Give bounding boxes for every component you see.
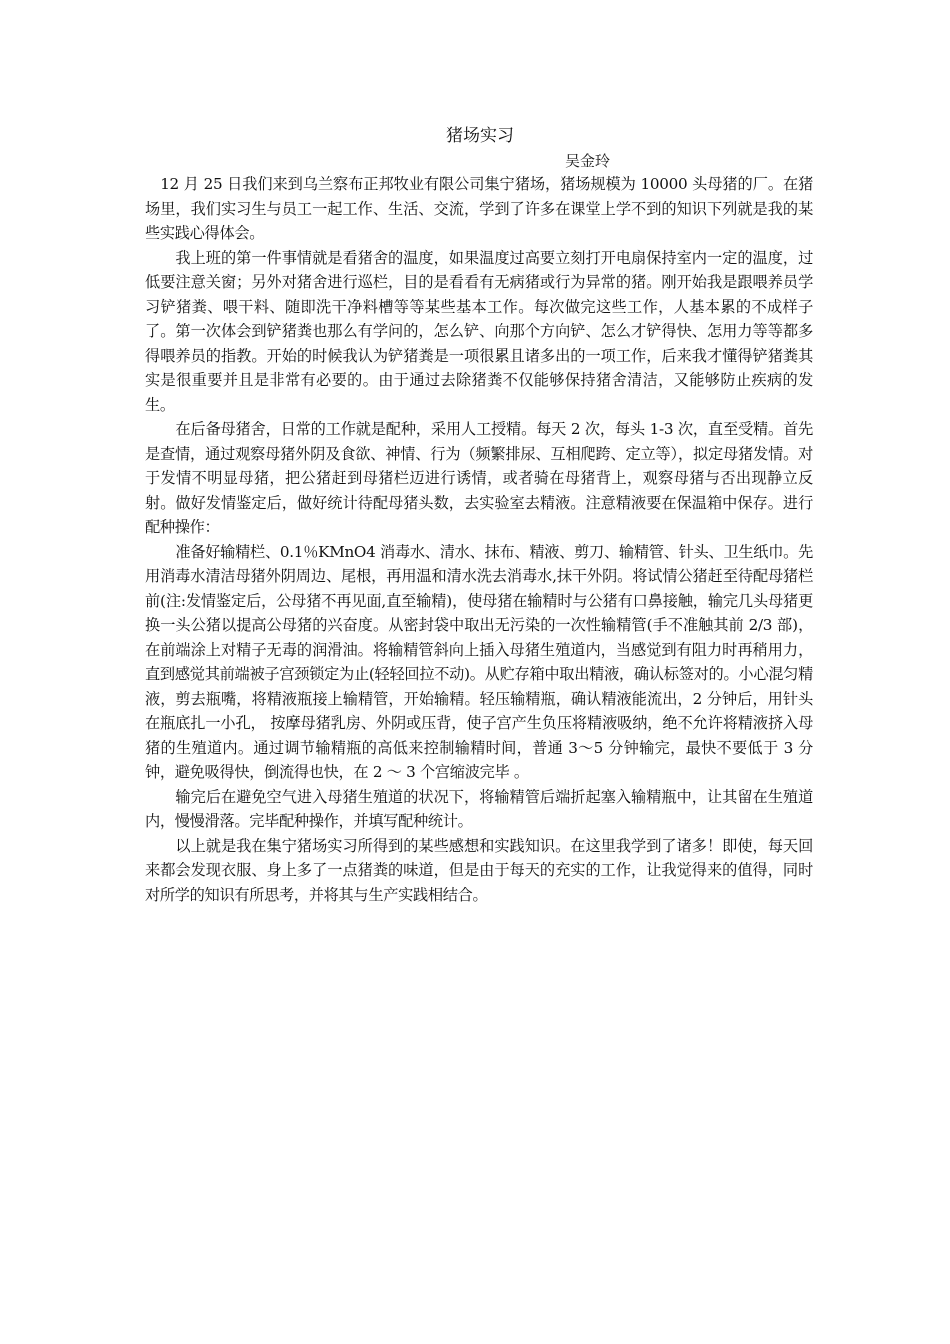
document-body [145, 122, 813, 907]
paragraph-intro: 12 月 25 日我们来到乌兰察布正邦牧业有限公司集宁猪场，猪场规模为 10000 头母猪的厂。在猪场里，我们实习生与员工一起工作、生活、交流，学到了许多在课堂上学不到的知识下列就是我的某些实践心得体会。 [145, 175, 813, 242]
paragraph-insemination-steps: 准备好输精栏、0.1％KMnO4 消毒水、清水、抹布、精液、剪刀、输精管、针头、卫生纸巾。先用消毒水清洁母猪外阴周边、尾根，再用温和清水洗去消毒水,抹干外阴。将试情公猪赶至待配母猪栏前(注:发情鉴定后，公母猪不再见面,直至输精)，使母猪在输精时与公猪有口鼻接触，输完几头母猪更换一头公猪以提高公母猪的兴奋度。从密封袋中取出无污染的一次性输精管(手不准触其前 2/3 部)，在前端涂上对精子无毒的润滑油。将输精管斜向上插入母猪生殖道内，当感觉到有阻力时再稍用力，直到感觉其前端被子宫颈锁定为止(轻轻回拉不动)。从贮存箱中取出精液，确认标签对的。小心混匀精液，剪去瓶嘴，将精液瓶接上输精管，开始输精。轻压输精瓶，确认精液能流出，2 分钟后，用针头在瓶底扎一小孔， 按摩母猪乳房、外阴或压背，使子宫产生负压将精液吸纳，绝不允许将精液挤入母猪的生殖道内。通过调节输精瓶的高低来控制输精时间，普通 3～5 分钟输完，最快不要低于 3 分钟，避免吸得快，倒流得也快，在 2 ～ 3 个宫缩波完毕 。 [145, 542, 813, 781]
paragraph-breeding: 在后备母猪舍，日常的工作就是配种，采用人工授精。每天 2 次，每头 1-3 次，直至受精。首先是查情，通过观察母猪外阴及食欲、神情、行为（频繁排尿、互相爬跨、定立等），拟定母猪发情。对于发情不明显母猪，把公猪赶到母猪栏迈进行诱情，或者骑在母猪背上，观察母猪与否出现静立反射。做好发情鉴定后，做好统计待配母猪头数，去实验室去精液。注意精液要在保温箱中保存。进行配种操作： [145, 420, 813, 536]
paragraph-daily-work: 我上班的第一件事情就是看猪舍的温度，如果温度过高要立刻打开电扇保持室内一定的温度，过低要注意关窗；另外对猪舍进行巡栏，目的是看看有无病猪或行为异常的猪。刚开始我是跟喂养员学习铲猪粪、喂干料、随即洗干净料槽等等某些基本工作。每次做完这些工作，人基本累的不成样子了。第一次体会到铲猪粪也那么有学问的，怎么铲、向那个方向铲、怎么才铲得快、怎用力等等都多得喂养员的指教。开始的时候我认为铲猪粪是一项很累且诸多出的一项工作，后来我才懂得铲猪粪其实是很重要并且是非常有必要的。由于通过去除猪粪不仅能够保持猪舍清洁，又能够防止疾病的发生。 [145, 248, 813, 414]
paragraph-conclusion: 以上就是我在集宁猪场实习所得到的某些感想和实践知识。在这里我学到了诸多！即使，每天回来都会发现衣服、身上多了一点猪粪的味道，但是由于每天的充实的工作，让我觉得来的值得，同时对所学的知识有所思考，并将其与生产实践相结合。 [145, 836, 813, 904]
document-author: 吴金玲 [565, 152, 611, 170]
document-title: 猪场实习 [446, 126, 514, 146]
paragraph-after-insemination: 输完后在避免空气进入母猪生殖道的状况下，将输精管后端折起塞入输精瓶中，让其留在生殖道内，慢慢滑落。完毕配种操作，并填写配种统计。 [145, 787, 813, 830]
